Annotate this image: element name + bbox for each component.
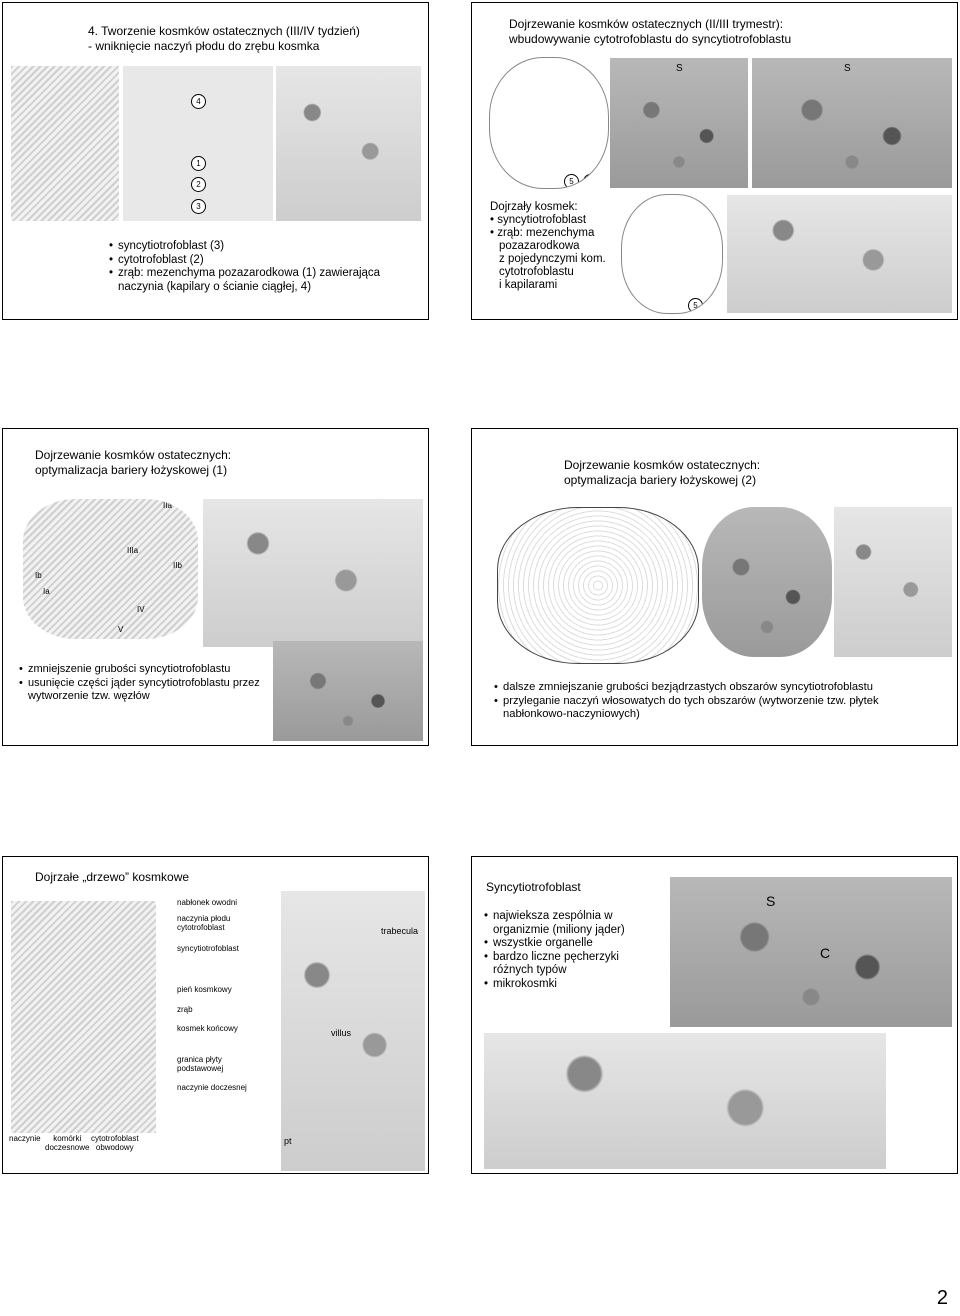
mature-villus-line-6: cytotrofoblastu [499,266,574,278]
label-decidual-vessel: naczynie doczesnej [177,1083,247,1092]
label-roman-2b: IIb [173,561,182,570]
bullet-vasculo-syncytial-membranes: • przyleganie naczyń włosowatych do tych obszarów (wytworzenie tzw. płytek nabłonkowo-naczyniowych) [494,695,924,722]
bullet-thinning: • zmniejszenie grubości syncytiotrofoblastu [19,663,269,677]
slide-3-title-line-1: Dojrzewanie kosmków ostatecznych: [35,448,232,462]
slide-4 [471,428,958,746]
slide-6-title: Syncytiotrofoblast [486,880,581,894]
label-decidual-cells-line-1: komórki [53,1134,82,1143]
slide-3-bullets [19,663,269,704]
label-number-1: 1 [191,156,206,171]
label-roman-1b: Ib [35,571,42,580]
terminal-villus-diagram [497,507,699,664]
em-micrograph-overview [670,877,952,1027]
slide-3-title-line-2: optymalizacja bariery łożyskowej (1) [35,463,228,477]
label-roman-1a: Ia [43,587,50,596]
slide-2-title-line-2: wbudowywanie cytotrofoblastu do syncytiotrofoblastu [509,32,792,46]
villus-diagram-left [11,66,119,221]
label-stroma: zrąb [177,1005,193,1014]
slide-1-title [88,24,360,54]
label-s: S [766,893,776,909]
micrograph-top-center [610,58,748,188]
slide-4-title [564,458,760,488]
label-number-2: 2 [191,177,206,192]
label-number-5-b: 5 [688,298,703,313]
slide-5-title: Dojrzałe „drzewo” kosmkowe [35,870,190,884]
villus-diagram-top [490,58,608,188]
bullet-cytotrophoblast: • cytotrofoblast (2) [109,254,409,268]
slide-1 [2,2,429,320]
villus-micrograph [276,66,421,221]
slide-4-bullets [494,681,924,722]
slide-2-title-line-1: Dojrzewanie kosmków ostatecznych (II/III trymestr): [509,17,784,31]
slide-6 [471,856,958,1174]
label-roman-3a: IIIa [127,546,139,555]
label-decidual-cells [45,1134,89,1152]
label-vessel-bottom [9,1134,41,1143]
label-peripheral-line-1: cytotrofoblast [91,1134,139,1143]
terminal-villus-micrograph [702,507,832,657]
label-number-4: 4 [191,94,206,109]
label-vessel-line-1: naczynie [9,1134,41,1143]
slide-1-title-line-1: 4. Tworzenie kosmków ostatecznych (III/IV tydzień) [88,24,360,38]
label-roman-1: I [27,515,30,524]
label-s-1: S [676,63,683,74]
label-pt: pt [284,1136,292,1146]
em-micrograph-detail [484,1033,886,1169]
slide-3-title [35,448,231,478]
micrograph-bottom-right [727,195,952,313]
label-amnion: nabłonek owodni [177,898,238,907]
label-terminal-villus: kosmek końcowy [177,1024,238,1033]
slide-1-bullets [109,240,409,294]
label-roman-2a: IIa [163,501,172,510]
label-number-5: 5 [564,174,579,188]
label-roman-5: V [118,625,124,634]
syncytial-knot-micrograph [273,641,423,741]
slide-5 [2,856,429,1174]
villus-diagram-middle [123,66,273,221]
page-number: 2 [936,1287,948,1309]
mature-villus-description [490,201,606,292]
micrograph-top-right [752,58,952,188]
label-s-2: S [844,63,851,74]
slide-1-title-line-2: - wniknięcie naczyń płodu do zrębu kosmka [88,39,320,53]
mature-villus-line-5: z pojedynczymi kom. [499,253,606,265]
label-trabecula: trabecula [381,926,419,936]
bullet-vesicles: • bardzo liczne pęcherzyki różnych typów [484,951,659,978]
mature-villus-heading: Dojrzały kosmek: [490,201,578,213]
slide-3 [2,428,429,746]
label-stem-villus: pień kosmkowy [177,985,232,994]
slide-4-title-line-1: Dojrzewanie kosmków ostatecznych: [564,458,761,472]
label-number-3: 3 [191,199,206,214]
label-villus: villus [331,1028,352,1038]
mature-villus-line-2: • syncytiotrofoblast [490,214,587,226]
bullet-largest-syncytium: • najwieksza zespólnia w organizmie (miliony jąder) [484,910,659,937]
bullet-microvilli: • mikrokosmki [484,978,659,992]
label-roman-4: IV [137,605,145,614]
label-number-6-b: 6 [704,298,719,313]
bullet-organelles: • wszystkie organelle [484,937,659,951]
terminal-villus-micrograph-faint [834,507,952,657]
villus-diagram-bottom [622,195,722,313]
label-number-6: 6 [583,174,598,188]
bullet-stroma: • zrąb: mezenchyma pozazarodkowa (1) zawierająca naczynia (kapilary o ścianie ciągłej, 4) [109,267,409,294]
slide-2 [471,2,958,320]
villous-tree-diagram [23,499,198,639]
label-c: C [820,945,831,961]
label-cytotrophoblast: cytotrofoblast [177,923,225,932]
mature-villus-line-7: i kapilarami [499,279,558,291]
villus-micrograph-large [203,499,423,647]
bullet-syncytiotrophoblast: • syncytiotrofoblast (3) [109,240,409,254]
slide-4-title-line-2: optymalizacja bariery łożyskowej (2) [564,473,757,487]
villous-tree-micrograph [281,891,425,1171]
label-syncytiotrophoblast: syncytiotrofoblast [177,944,239,953]
label-basal-plate-boundary: granica płyty [177,1055,222,1064]
mature-villus-line-3: • zrąb: mezenchyma [490,227,595,239]
label-fetal-vessels: naczynia płodu [177,914,231,923]
mature-villus-line-4: pozazarodkowa [499,240,580,252]
bullet-further-thinning: • dalsze zmniejszanie grubości bezjądrzastych obszarów syncytiotrofoblastu [494,681,924,695]
label-decidual-cells-line-2: doczesnowe [45,1143,90,1152]
bullet-knots: • usunięcie części jąder syncytiotrofoblastu przez wytworzenie tzw. węzłów [19,677,269,704]
slide-6-bullets [484,910,659,991]
label-peripheral-line-2: obwodowy [95,1143,134,1152]
slide-2-title [509,17,791,47]
label-basal-plate: podstawowej [177,1064,224,1073]
label-peripheral-cytotrophoblast [91,1134,139,1152]
villous-tree-schematic [11,901,156,1133]
